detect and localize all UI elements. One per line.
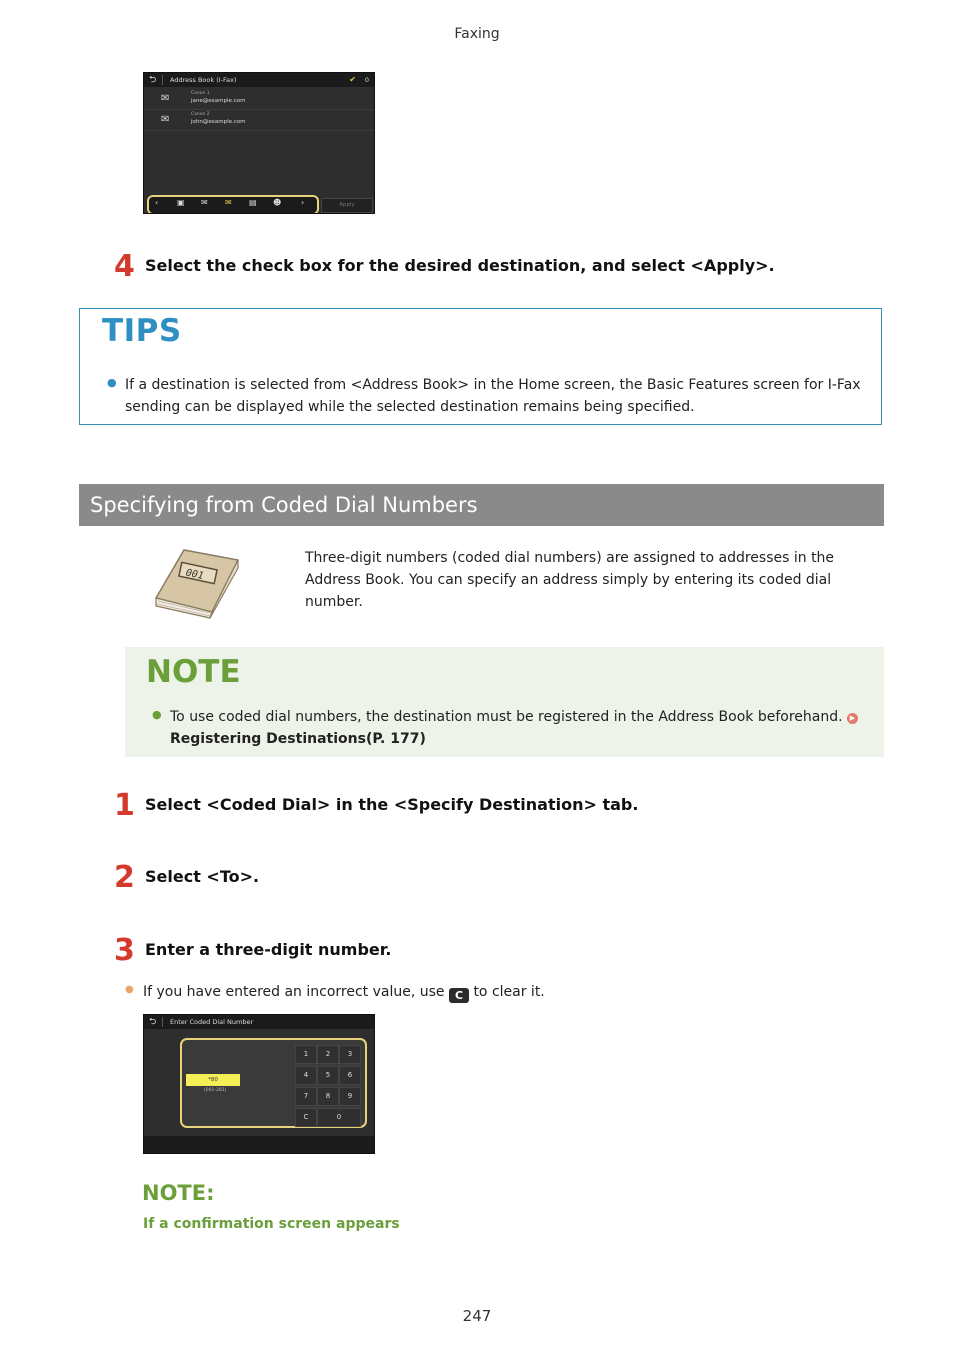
key-8: 8 [317, 1087, 339, 1106]
note-text: To use coded dial numbers, the destination must be registered in the Address Book beforehand. [170, 709, 843, 725]
selected-count: 0 [364, 76, 369, 84]
registering-destinations-link[interactable]: Registering Destinations(P. 177) [170, 731, 426, 747]
coded-dial-screenshot [143, 1014, 375, 1154]
entry-email: jane@example.com [191, 98, 246, 104]
title-divider [162, 1017, 163, 1027]
key-4: 4 [295, 1066, 317, 1085]
confirmation-screen-link[interactable]: If a confirmation screen appears [143, 1216, 400, 1232]
bullet-icon: ● [152, 708, 162, 721]
step-number: 3 [114, 933, 135, 968]
destination-type-tabs [147, 195, 319, 214]
chevron-left-icon: ‹ [155, 198, 159, 207]
key-clear: C [295, 1108, 317, 1127]
back-icon: ⮌ [149, 1017, 157, 1027]
back-icon: ⮌ [149, 75, 157, 85]
section-heading: Specifying from Coded Dial Numbers [79, 484, 884, 526]
address-book-illustration [150, 546, 242, 622]
ifax-icon: ✉ [161, 114, 170, 125]
title-divider [162, 75, 163, 85]
note-item [170, 706, 870, 750]
key-6: 6 [339, 1066, 361, 1085]
step-text: Select <To>. [145, 867, 260, 886]
key-9: 9 [339, 1087, 361, 1106]
address-entry [144, 110, 374, 131]
entry-name: Canon 1 [191, 91, 210, 96]
section-intro: Three-digit numbers (coded dial numbers) are assigned to addresses in the Address Book. You can specify an address simply by entering its coded dial number. [305, 550, 835, 610]
email-icon: ✉ [201, 198, 208, 207]
screen-title: Enter Coded Dial Number [170, 1018, 254, 1026]
tips-title: TIPS [102, 313, 182, 349]
screen-title-bar [144, 73, 374, 87]
address-entry [144, 89, 374, 110]
folder-icon: ▤ [249, 198, 257, 207]
bullet-text-before: If you have entered an incorrect value, use [143, 984, 445, 1000]
link-arrow-icon: ▶ [847, 713, 858, 724]
fax-icon: ▣ [177, 198, 185, 207]
bullet-text-after: to clear it. [473, 984, 545, 1000]
key-5: 5 [317, 1066, 339, 1085]
key-0: 0 [317, 1108, 361, 1127]
ifax-tab-icon: ✉ [225, 198, 232, 207]
step-text: Select the check box for the desired destination, and select <Apply>. [145, 256, 775, 275]
page-number: 247 [462, 1307, 492, 1325]
book-label: 001 [184, 567, 205, 583]
running-header: Faxing [454, 26, 500, 42]
coded-dial-field: *80 [186, 1074, 240, 1086]
check-icon: ✔ [349, 75, 356, 84]
bullet-icon: ● [125, 984, 134, 995]
clear-key-icon: C [449, 988, 469, 1003]
entry-name: Canon 2 [191, 112, 210, 117]
key-2: 2 [317, 1045, 339, 1064]
coded-dial-range: (001-281) [204, 1088, 227, 1093]
bullet-icon: ● [107, 376, 117, 389]
step-text: Select <Coded Dial> in the <Specify Destination> tab. [145, 795, 639, 814]
address-book-screenshot [143, 72, 375, 214]
screen-title: Address Book (I-Fax) [170, 76, 237, 84]
screen-title-bar [144, 1015, 374, 1029]
note-heading: NOTE: [142, 1181, 215, 1205]
key-1: 1 [295, 1045, 317, 1064]
key-3: 3 [339, 1045, 361, 1064]
group-icon: ☻ [273, 198, 282, 207]
note-title: NOTE [146, 654, 241, 690]
step-number: 4 [114, 249, 135, 284]
step-text: Enter a three-digit number. [145, 940, 392, 959]
numeric-keypad-panel [180, 1038, 367, 1128]
tips-item: If a destination is selected from <Address Book> in the Home screen, the Basic Features screen for I-Fax sending can be displayed while the selected destination remains being specified. [125, 377, 861, 415]
entry-email: john@example.com [191, 119, 246, 125]
step-number: 2 [114, 860, 135, 895]
step-number: 1 [114, 788, 135, 823]
chevron-right-icon: › [301, 198, 305, 207]
ifax-icon: ✉ [161, 93, 170, 104]
key-7: 7 [295, 1087, 317, 1106]
apply-button: Apply [321, 198, 373, 213]
screen-bottom-bar [144, 1136, 374, 1153]
step3-bullet [143, 981, 843, 1003]
